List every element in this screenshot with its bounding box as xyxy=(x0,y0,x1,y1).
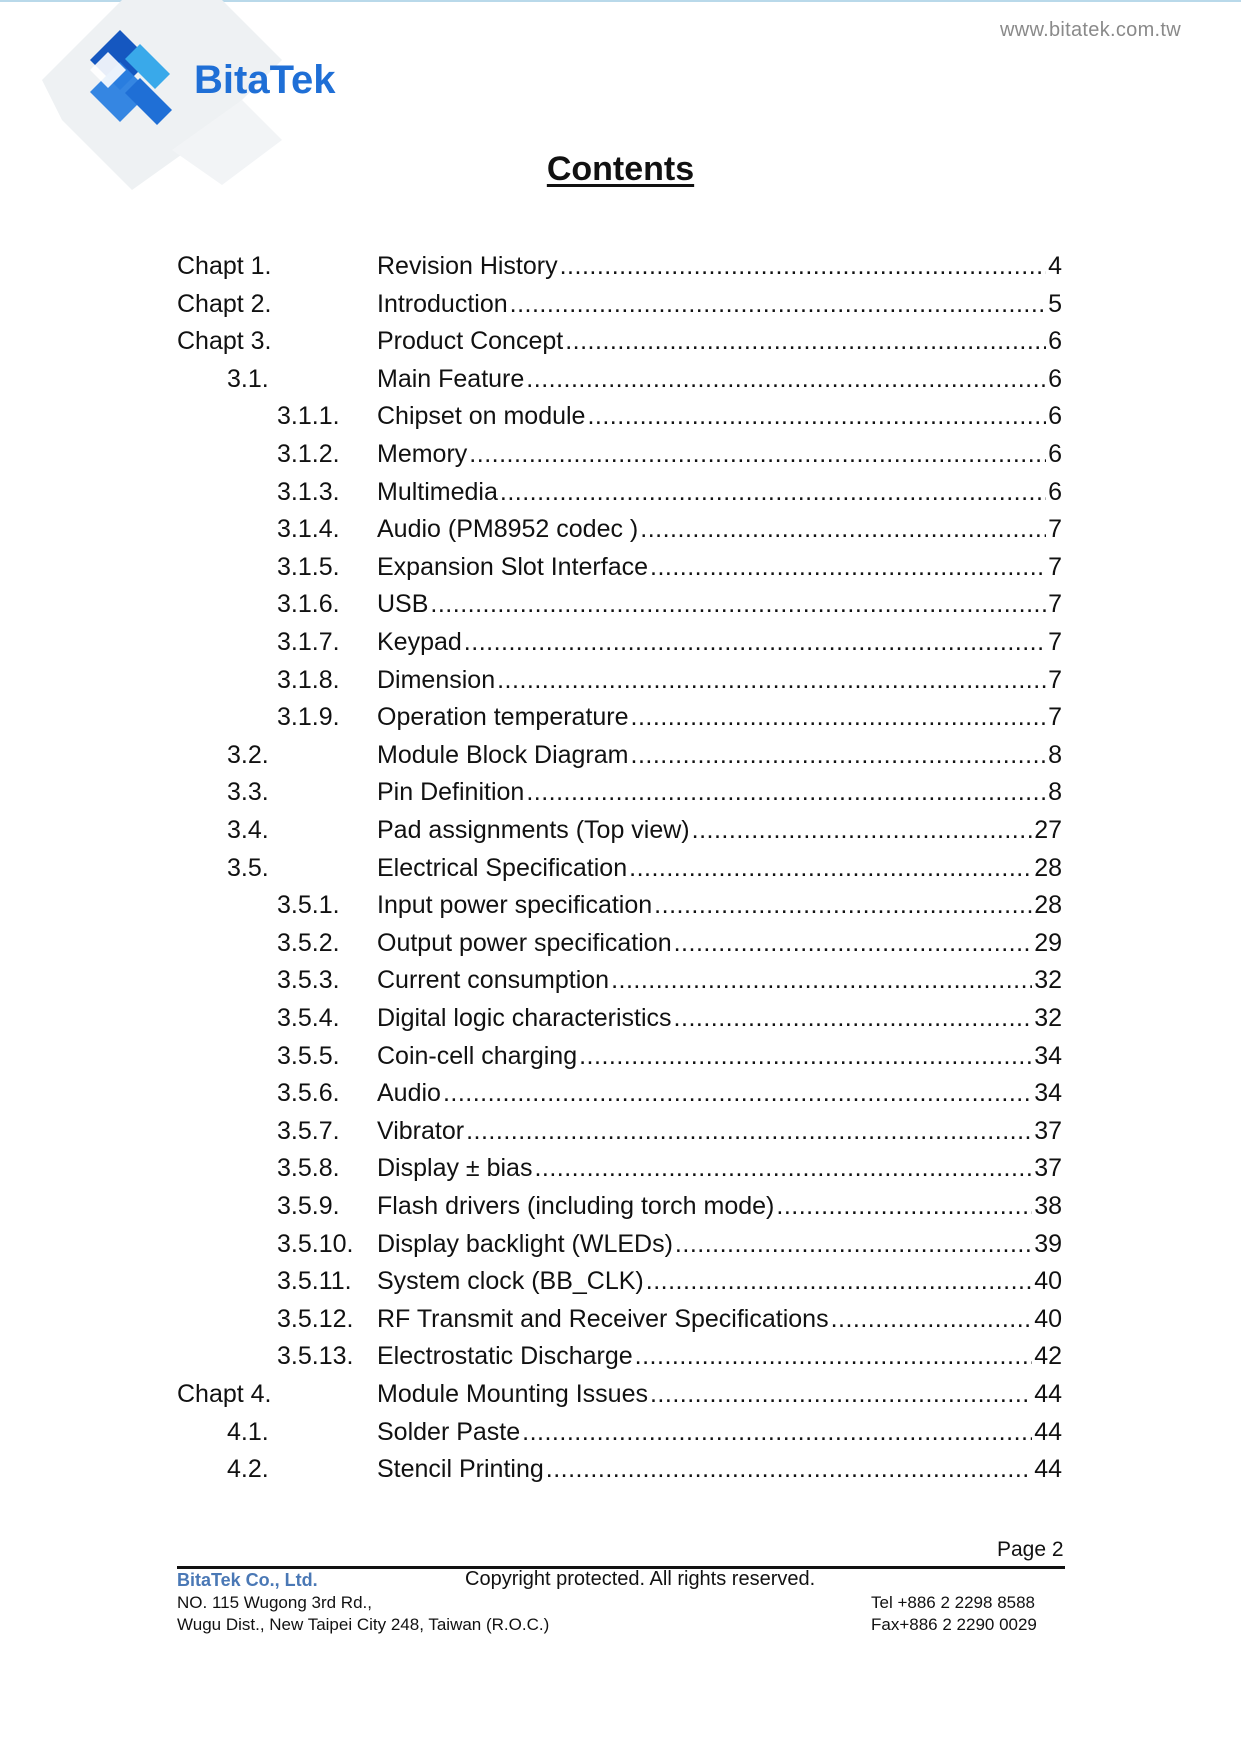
toc-leader-dots xyxy=(831,1301,1033,1337)
toc-entry[interactable] xyxy=(0,850,1241,886)
toc-entry-title: Dimension xyxy=(377,665,496,694)
toc-entry[interactable] xyxy=(0,398,1241,434)
toc-entry-page: 28 xyxy=(1034,891,1062,920)
toc-entry-title: Main Feature xyxy=(377,364,525,393)
toc-leader-dots xyxy=(500,474,1046,510)
toc-entry-title: Introduction xyxy=(377,289,508,318)
toc-entry-line xyxy=(377,398,1062,434)
toc-entry-line xyxy=(377,850,1062,886)
toc-entry-line xyxy=(377,1226,1062,1262)
toc-entry[interactable] xyxy=(0,1338,1241,1374)
toc-entry-number: 3.1.3. xyxy=(277,477,340,506)
toc-entry-title: Current consumption xyxy=(377,966,610,995)
toc-leader-dots xyxy=(526,361,1046,397)
toc-entry-line xyxy=(377,436,1062,472)
toc-entry-page: 8 xyxy=(1048,778,1062,807)
toc-entry-number: 3.5.2. xyxy=(277,928,340,957)
toc-entry-title: Display ± bias xyxy=(377,1154,533,1183)
toc-leader-dots xyxy=(674,925,1033,961)
fax: Fax+886 2 2290 0029 xyxy=(871,1615,1037,1634)
toc-entry-line xyxy=(377,662,1062,698)
toc-entry-line xyxy=(377,737,1062,773)
toc-entry-page: 34 xyxy=(1034,1079,1062,1108)
toc-entry-page: 7 xyxy=(1048,665,1062,694)
toc-entry-line xyxy=(377,887,1062,923)
toc-entry-number: 3.1.9. xyxy=(277,703,340,732)
toc-entry-page: 32 xyxy=(1034,966,1062,995)
toc-entry-page: 34 xyxy=(1034,1041,1062,1070)
toc-entry-line xyxy=(377,549,1062,585)
toc-entry-line xyxy=(377,323,1062,359)
toc-entry[interactable] xyxy=(0,436,1241,472)
toc-leader-dots xyxy=(776,1188,1032,1224)
toc-entry-title: Solder Paste xyxy=(377,1417,521,1446)
toc-entry-number: Chapt 2. xyxy=(177,289,272,318)
toc-entry-title: Multimedia xyxy=(377,477,498,506)
toc-entry-number: 3.5.3. xyxy=(277,966,340,995)
toc-entry-number: 3.5.10. xyxy=(277,1229,354,1258)
toc-entry-number: 3.1.6. xyxy=(277,590,340,619)
toc-entry-line xyxy=(377,1188,1062,1224)
toc-leader-dots xyxy=(534,1150,1032,1186)
toc-entry-line xyxy=(377,624,1062,660)
toc-entry-number: 3.1.7. xyxy=(277,628,340,656)
toc-entry[interactable] xyxy=(0,1414,1241,1450)
toc-leader-dots xyxy=(650,549,1046,585)
toc-entry[interactable] xyxy=(0,1038,1241,1074)
toc-entry[interactable] xyxy=(0,248,1241,284)
toc-leader-dots xyxy=(674,1000,1033,1036)
toc-entry-page: 37 xyxy=(1034,1154,1062,1183)
toc-entry-number: 3.5.12. xyxy=(277,1304,354,1333)
toc-entry[interactable] xyxy=(0,1451,1241,1487)
toc-entry-title: RF Transmit and Receiver Specifications xyxy=(377,1304,829,1333)
toc-entry-page: 44 xyxy=(1034,1417,1062,1446)
toc-entry-title: Memory xyxy=(377,440,468,468)
toc-leader-dots xyxy=(546,1451,1032,1487)
toc-entry-title: Expansion Slot Interface xyxy=(377,552,648,581)
toc-entry[interactable] xyxy=(0,1075,1241,1111)
toc-entry-line xyxy=(377,286,1062,322)
toc-entry-title: Vibrator xyxy=(377,1116,465,1145)
toc-entry[interactable] xyxy=(0,586,1241,622)
toc-leader-dots xyxy=(692,812,1033,848)
toc-entry-title: Chipset on module xyxy=(377,402,586,431)
toc-entry-line xyxy=(377,1451,1062,1487)
toc-entry[interactable] xyxy=(0,1301,1241,1337)
toc-entry-title: Electrostatic Discharge xyxy=(377,1342,633,1371)
copyright-notice: Copyright protected. All rights reserved. xyxy=(465,1568,816,1590)
toc-entry-line xyxy=(377,586,1062,622)
toc-entry[interactable] xyxy=(0,925,1241,961)
toc-leader-dots xyxy=(464,624,1046,660)
toc-entry-title: Stencil Printing xyxy=(377,1455,544,1484)
toc-entry-number: Chapt 3. xyxy=(177,327,272,356)
toc-entry-line xyxy=(377,248,1062,284)
toc-entry[interactable] xyxy=(0,474,1241,510)
toc-entry-page: 37 xyxy=(1034,1116,1062,1145)
toc-leader-dots xyxy=(650,1376,1032,1412)
toc-entry[interactable] xyxy=(0,737,1241,773)
toc-entry-page: 29 xyxy=(1034,928,1062,957)
toc-leader-dots xyxy=(430,586,1046,622)
toc-entry-page: 40 xyxy=(1034,1267,1062,1296)
toc-entry-number: 3.5.11. xyxy=(277,1267,352,1296)
toc-entry[interactable] xyxy=(0,549,1241,585)
toc-entry-number: 3.5.5. xyxy=(277,1041,340,1070)
toc-entry-page: 44 xyxy=(1034,1380,1062,1408)
company-name: BitaTek Co., Ltd. xyxy=(177,1570,318,1590)
toc-entry[interactable] xyxy=(0,323,1241,359)
toc-entry-page: 44 xyxy=(1034,1455,1062,1484)
address-line-1: NO. 115 Wugong 3rd Rd., xyxy=(177,1593,372,1612)
toc-entry-page: 7 xyxy=(1048,590,1062,619)
toc-entry-page: 39 xyxy=(1034,1229,1062,1258)
toc-entry[interactable] xyxy=(0,699,1241,735)
toc-leader-dots xyxy=(522,1414,1032,1450)
website-url[interactable]: www.bitatek.com.tw xyxy=(1000,19,1182,41)
toc-entry[interactable] xyxy=(0,1226,1241,1262)
toc-entry-page: 32 xyxy=(1034,1004,1062,1032)
toc-entry-number: 3.1.1. xyxy=(277,402,340,431)
toc-entry[interactable] xyxy=(0,511,1241,547)
toc-entry-line xyxy=(377,699,1062,735)
toc-entry-number: 3.5.9. xyxy=(277,1192,340,1220)
toc-entry[interactable] xyxy=(0,1188,1241,1224)
toc-entry-title: Operation temperature xyxy=(377,703,629,732)
toc-entry[interactable] xyxy=(0,1263,1241,1299)
toc-leader-dots xyxy=(443,1075,1032,1111)
toc-entry-title: Input power specification xyxy=(377,891,653,920)
toc-leader-dots xyxy=(565,323,1046,359)
toc-entry-page: 38 xyxy=(1034,1192,1062,1220)
toc-entry-number: 3.1.4. xyxy=(277,515,340,544)
logo-wordmark: BitaTek xyxy=(194,58,336,102)
toc-entry-title: Coin-cell charging xyxy=(377,1041,578,1070)
page-number: Page 2 xyxy=(997,1538,1064,1561)
toc-entry[interactable] xyxy=(0,1150,1241,1186)
toc-leader-dots xyxy=(646,1263,1032,1299)
toc-entry-number: 3.1. xyxy=(227,364,269,393)
toc-entry-line xyxy=(377,1263,1062,1299)
toc-entry-line xyxy=(377,1075,1062,1111)
toc-entry[interactable] xyxy=(0,1113,1241,1149)
toc-leader-dots xyxy=(631,699,1047,735)
toc-entry-number: Chapt 1. xyxy=(177,252,272,280)
toc-entry[interactable] xyxy=(0,812,1241,848)
toc-entry-line xyxy=(377,1038,1062,1074)
toc-entry-line xyxy=(377,962,1062,998)
toc-entry-line xyxy=(377,812,1062,848)
toc-entry-title: Module Mounting Issues xyxy=(377,1380,648,1408)
toc-leader-dots xyxy=(635,1338,1033,1374)
toc-entry-number: 3.5.7. xyxy=(277,1116,340,1145)
toc-entry-line xyxy=(377,1338,1062,1374)
toc-entry-number: 3.4. xyxy=(227,816,269,844)
toc-entry-page: 8 xyxy=(1048,740,1062,769)
toc-entry[interactable] xyxy=(0,962,1241,998)
toc-entry-title: Electrical Specification xyxy=(377,853,628,882)
toc-entry[interactable] xyxy=(0,1000,1241,1036)
toc-entry-number: 3.1.5. xyxy=(277,552,340,581)
toc-entry-page: 7 xyxy=(1048,515,1062,544)
toc-entry-line xyxy=(377,1000,1062,1036)
toc-leader-dots xyxy=(587,398,1046,434)
toc-entry-line xyxy=(377,1376,1062,1412)
toc-entry-title: Keypad xyxy=(377,628,462,656)
toc-entry-page: 42 xyxy=(1034,1342,1062,1371)
toc-entry-line xyxy=(377,361,1062,397)
toc-entry-number: 3.3. xyxy=(227,778,269,807)
toc-leader-dots xyxy=(654,887,1032,923)
toc-entry-number: 3.5.6. xyxy=(277,1079,340,1108)
toc-leader-dots xyxy=(466,1113,1032,1149)
telephone: Tel +886 2 2298 8588 xyxy=(871,1593,1036,1612)
toc-leader-dots xyxy=(629,850,1032,886)
toc-entry[interactable] xyxy=(0,887,1241,923)
toc-entry[interactable] xyxy=(0,662,1241,698)
toc-entry-page: 28 xyxy=(1034,853,1062,882)
toc-entry-title: Audio xyxy=(377,1079,441,1108)
toc-entry-page: 6 xyxy=(1048,364,1062,393)
toc-entry-number: 3.2. xyxy=(227,740,269,769)
toc-leader-dots xyxy=(631,737,1047,773)
toc-entry-page: 7 xyxy=(1048,628,1062,656)
toc-entry-page: 7 xyxy=(1048,703,1062,732)
toc-entry-title: Flash drivers (including torch mode) xyxy=(377,1192,775,1220)
toc-leader-dots xyxy=(579,1038,1032,1074)
toc-entry-page: 4 xyxy=(1048,252,1062,280)
toc-entry-number: 3.5. xyxy=(227,853,269,882)
toc-entry[interactable] xyxy=(0,361,1241,397)
toc-entry-page: 6 xyxy=(1048,440,1062,468)
toc-entry-page: 7 xyxy=(1048,552,1062,581)
toc-entry-number: 4.1. xyxy=(227,1417,269,1446)
toc-entry-number: 3.5.13. xyxy=(277,1342,354,1371)
toc-entry-title: Display backlight (WLEDs) xyxy=(377,1229,673,1258)
toc-entry-page: 27 xyxy=(1034,816,1062,844)
toc-entry[interactable] xyxy=(0,774,1241,810)
toc-entry-title: System clock (BB_CLK) xyxy=(377,1267,644,1296)
toc-entry-number: 3.1.2. xyxy=(277,440,340,468)
toc-entry-page: 6 xyxy=(1048,477,1062,506)
toc-leader-dots xyxy=(510,286,1046,322)
toc-entry-title: Product Concept xyxy=(377,327,564,356)
toc-entry-line xyxy=(377,474,1062,510)
toc-leader-dots xyxy=(469,436,1046,472)
page-title: Contents xyxy=(546,150,695,188)
toc-entry-number: 3.5.1. xyxy=(277,891,340,920)
toc-entry[interactable] xyxy=(0,286,1241,322)
toc-entry-title: Output power specification xyxy=(377,928,672,957)
toc-leader-dots xyxy=(675,1226,1032,1262)
toc-entry-number: 4.2. xyxy=(227,1455,269,1484)
toc-entry-number: Chapt 4. xyxy=(177,1380,272,1408)
toc-entry-line xyxy=(377,1301,1062,1337)
toc-entry-number: 3.5.4. xyxy=(277,1004,340,1032)
toc-entry[interactable] xyxy=(0,1376,1241,1412)
toc-leader-dots xyxy=(611,962,1032,998)
toc-entry-line xyxy=(377,774,1062,810)
toc-leader-dots xyxy=(560,248,1046,284)
toc-leader-dots xyxy=(497,662,1046,698)
toc-entry-line xyxy=(377,925,1062,961)
toc-entry-title: Revision History xyxy=(377,252,558,280)
address-line-2: Wugu Dist., New Taipei City 248, Taiwan (R.O.C.) xyxy=(177,1615,550,1634)
toc-entry[interactable] xyxy=(0,624,1241,660)
toc-entry-title: Pad assignments (Top view) xyxy=(377,816,690,844)
toc-entry-page: 6 xyxy=(1048,327,1062,356)
toc-entry-line xyxy=(377,1414,1062,1450)
toc-entry-title: Digital logic characteristics xyxy=(377,1004,672,1032)
toc-entry-page: 6 xyxy=(1048,402,1062,431)
toc-entry-line xyxy=(377,1113,1062,1149)
toc-entry-title: Audio (PM8952 codec ) xyxy=(377,515,639,544)
toc-entry-title: Module Block Diagram xyxy=(377,740,629,769)
toc-entry-page: 40 xyxy=(1034,1304,1062,1333)
toc-leader-dots xyxy=(526,774,1046,810)
toc-entry-title: USB xyxy=(377,590,429,619)
toc-leader-dots xyxy=(640,511,1046,547)
toc-entry-page: 5 xyxy=(1048,289,1062,318)
toc-entry-line xyxy=(377,1150,1062,1186)
toc-entry-number: 3.1.8. xyxy=(277,665,340,694)
toc-entry-title: Pin Definition xyxy=(377,778,525,807)
toc-entry-line xyxy=(377,511,1062,547)
toc-entry-number: 3.5.8. xyxy=(277,1154,340,1183)
